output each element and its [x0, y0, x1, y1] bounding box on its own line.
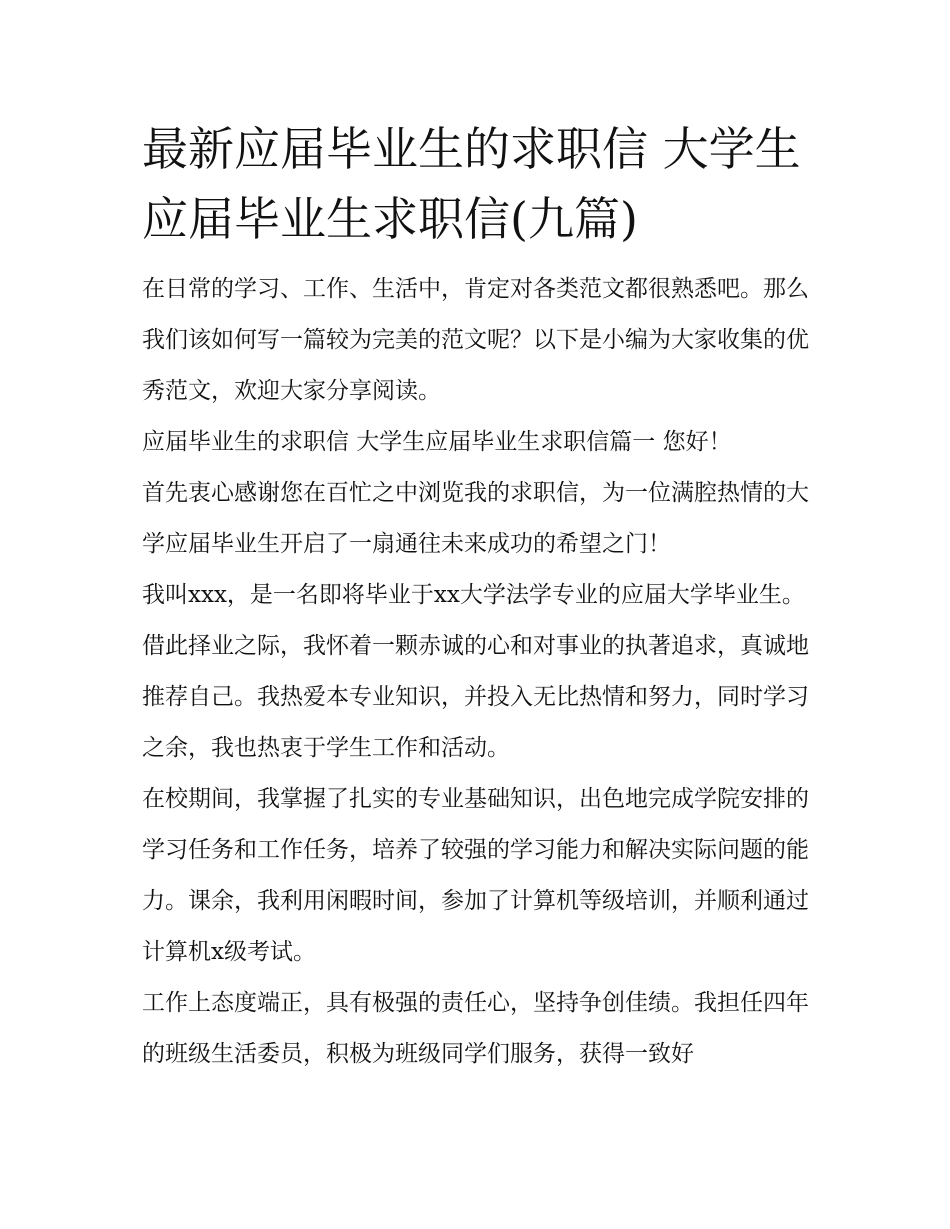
paragraph-thanks: 首先衷心感谢您在百忙之中浏览我的求职信，为一位满腔热情的大学应届毕业生开启了一扇通往未来成功的希望之门！	[142, 480, 809, 557]
paragraph-heading-greeting: 应届毕业生的求职信 大学生应届毕业生求职信篇一 您好！	[142, 429, 732, 455]
document-title: 最新应届毕业生的求职信 大学生应届毕业生求职信(九篇)	[142, 122, 801, 246]
paragraph-self-introduction: 我叫xxx，是一名即将毕业于xx大学法学专业的应届大学毕业生。借此择业之际，我怀着一颗赤诚的心和对事业的执著追求，真诚地推荐自己。我热爱本专业知识，并投入无比热情和努力，同时学习之余，我也热衷于学生工作和活动。	[142, 582, 809, 761]
document-body	[142, 264, 818, 1080]
paragraph-intro: 在日常的学习、工作、生活中，肯定对各类范文都很熟悉吧。那么我们该如何写一篇较为完美的范文呢？以下是小编为大家收集的优秀范文，欢迎大家分享阅读。	[142, 276, 809, 404]
document-content	[142, 114, 818, 1080]
paragraph-work-attitude: 工作上态度端正，具有极强的责任心，坚持争创佳绩。我担任四年的班级生活委员，积极为班级同学们服务，获得一致好	[142, 990, 809, 1067]
paragraph-school-experience: 在校期间，我掌握了扎实的专业基础知识，出色地完成学院安排的学习任务和工作任务，培养了较强的学习能力和解决实际问题的能力。课余，我利用闲暇时间，参加了计算机等级培训，并顺利通过计算机x级考试。	[142, 786, 809, 965]
